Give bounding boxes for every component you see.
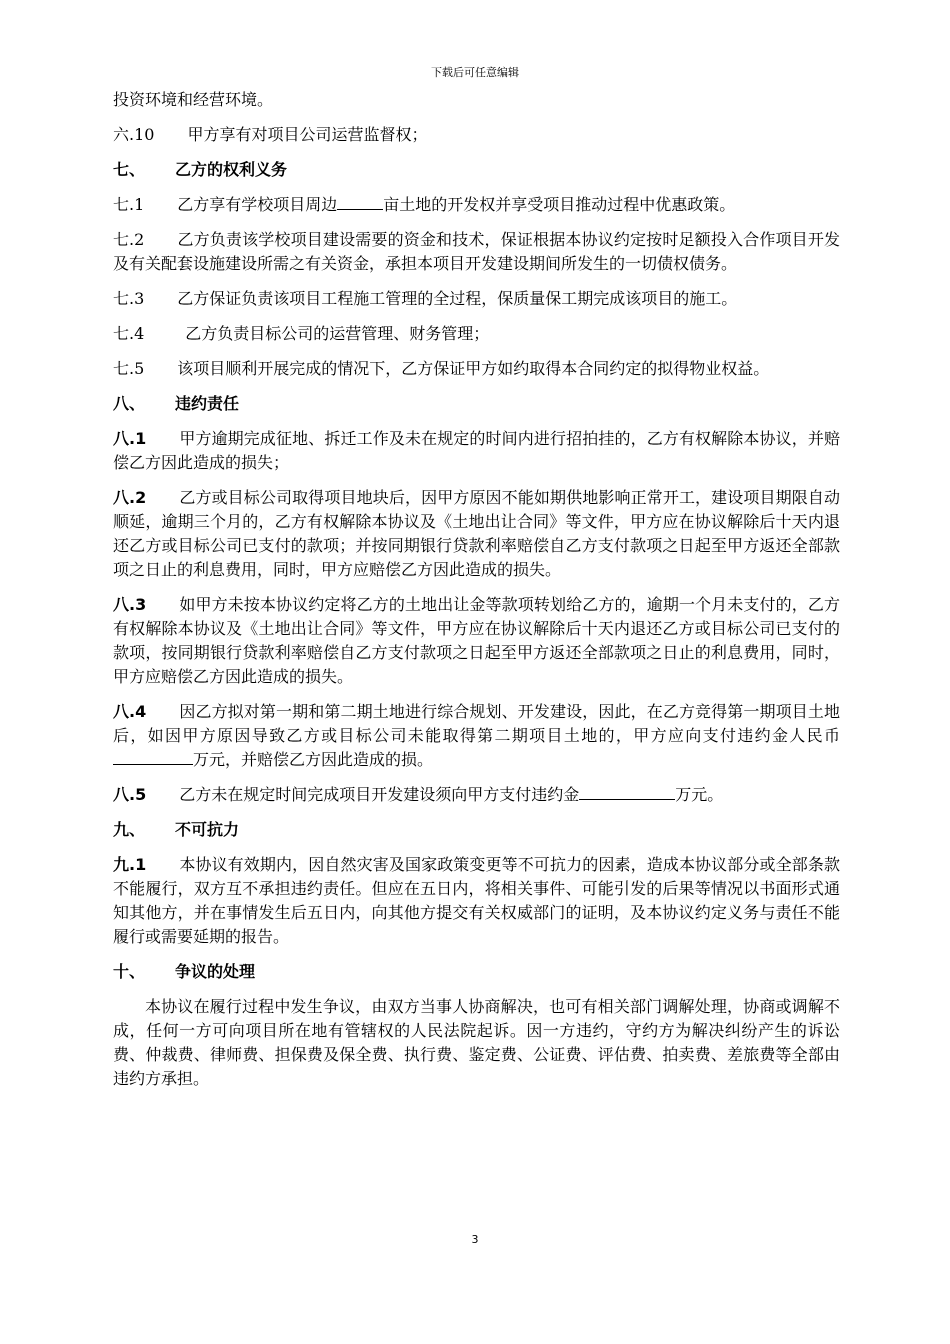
- clause-number: 九.1: [113, 855, 147, 874]
- clause-number: 七.2: [113, 230, 145, 249]
- section-heading-10: [113, 960, 840, 984]
- clause-text: 甲方享有对项目公司运营监督权；: [187, 125, 428, 144]
- page-header: 下载后可任意编辑: [431, 66, 519, 79]
- clause-text: 本协议有效期内，因自然灾害及国家政策变更等不可抗力的因素，造成本协议部分或全部条款不能履行，双方互不承担违约责任。但应在五日内，将相关事件、可能引发的后果等情况以书面形式通知其他方，并在事情发生后五日内，向其他方提交有关权威部门的证明，及本协议约定义务与责任不能履行或需要延期的报告。: [113, 855, 840, 946]
- clause-7-3: [113, 287, 840, 311]
- clause-7-1: [113, 193, 840, 217]
- clause-9-1: [113, 853, 840, 949]
- dispute-paragraph: 本协议在履行过程中发生争议，由双方当事人协商解决，也可有相关部门调解处理，协商或调解不成，任何一方可向项目所在地有管辖权的人民法院起诉。因一方违约，守约方为解决纠纷产生的诉讼费、仲裁费、律师费、担保费及保全费、执行费、鉴定费、公证费、评估费、拍卖费、差旅费等全部由违约方承担。: [113, 997, 840, 1088]
- section-title: 违约责任: [175, 394, 240, 413]
- clause-number: 七.5: [113, 359, 145, 378]
- clause-number: 七.3: [113, 289, 145, 308]
- section-heading-7: [113, 158, 840, 182]
- clause-7-4: [113, 322, 840, 346]
- section-heading-8: [113, 392, 840, 416]
- section-number: 九、: [113, 820, 146, 839]
- clause-number: 六.10: [113, 125, 155, 144]
- clause-text: 万元。: [675, 785, 724, 804]
- section-title: 不可抗力: [175, 820, 240, 839]
- clause-text: 乙方保证负责该项目工程施工管理的全过程，保质量保工期完成该项目的施工。: [177, 289, 738, 308]
- clause-8-5: [113, 783, 840, 807]
- clause-text: 该项目顺利开展完成的情况下，乙方保证甲方如约取得本合同约定的拟得物业权益。: [177, 359, 770, 378]
- clause-8-4: [113, 700, 840, 772]
- clause-text: 乙方负责目标公司的运营管理、财务管理；: [185, 324, 490, 343]
- blank-field: [337, 193, 383, 210]
- section-number: 七、: [113, 160, 146, 179]
- clause-6-10: [113, 123, 840, 147]
- clause-text: 甲方逾期完成征地、拆迁工作及未在规定的时间内进行招拍挂的，乙方有权解除本协议，并赔偿乙方因此造成的损失；: [113, 429, 840, 472]
- section-heading-9: [113, 818, 840, 842]
- section-number: 八、: [113, 394, 146, 413]
- clause-number: 八.2: [113, 488, 147, 507]
- clause-text: 因乙方拟对第一期和第二期土地进行综合规划、开发建设，因此，在乙方竞得第一期项目土地后，如因甲方原因导致乙方或目标公司未能取得第二期项目土地的，甲方应向支付违约金人民币: [113, 702, 840, 745]
- page-number: 3: [471, 1233, 479, 1246]
- clause-8-1: [113, 427, 840, 475]
- clause-text: 乙方未在规定时间完成项目开发建设须向甲方支付违约金: [179, 785, 580, 804]
- section-title: 乙方的权利义务: [175, 160, 288, 179]
- clause-text: 乙方享有学校项目周边: [177, 195, 338, 214]
- clause-number: 八.5: [113, 785, 147, 804]
- clause-number: 八.1: [113, 429, 147, 448]
- clause-number: 八.3: [113, 595, 147, 614]
- clause-text: 亩土地的开发权并享受项目推动过程中优惠政策。: [383, 195, 736, 214]
- clause-text: 乙方或目标公司取得项目地块后，因甲方原因不能如期供地影响正常开工，建设项目期限自动顺延，逾期三个月的，乙方有权解除本协议及《土地出让合同》等文件，甲方应在协议解除后十天内退还乙方或目标公司已支付的款项；并按同期银行贷款利率赔偿自乙方支付款项之日起至甲方返还全部款项之日止的利息费用，同时，甲方应赔偿乙方因此造成的损失。: [113, 488, 840, 579]
- section-number: 十、: [113, 962, 146, 981]
- clause-8-2: [113, 486, 840, 582]
- clause-text: 如甲方未按本协议约定将乙方的土地出让金等款项转划给乙方的，逾期一个月未支付的，乙方有权解除本协议及《土地出让合同》等文件，甲方应在协议解除后十天内退还乙方或目标公司已支付的款项，按同期银行贷款利率赔偿自乙方支付款项之日起至甲方返还全部款项之日止的利息费用，同时，甲方应赔偿乙方因此造成的损失。: [113, 595, 840, 686]
- blank-field: [579, 783, 675, 800]
- clause-number: 七.4: [113, 324, 145, 343]
- clause-number: 八.4: [113, 702, 147, 721]
- clause-7-2: [113, 228, 840, 276]
- paragraph-continuation: 投资环境和经营环境。: [113, 90, 274, 109]
- clause-text: 乙方负责该学校项目建设需要的资金和技术，保证根据本协议约定按时足额投入合作项目开发及有关配套设施建设所需之有关资金，承担本项目开发建设期间所发生的一切债权债务。: [113, 230, 840, 273]
- clause-7-5: [113, 357, 840, 381]
- section-title: 争议的处理: [175, 962, 256, 981]
- clause-number: 七.1: [113, 195, 145, 214]
- clause-8-3: [113, 593, 840, 689]
- clause-text: 万元，并赔偿乙方因此造成的损。: [193, 750, 434, 769]
- document-body: [113, 88, 840, 1102]
- blank-field: [113, 748, 193, 765]
